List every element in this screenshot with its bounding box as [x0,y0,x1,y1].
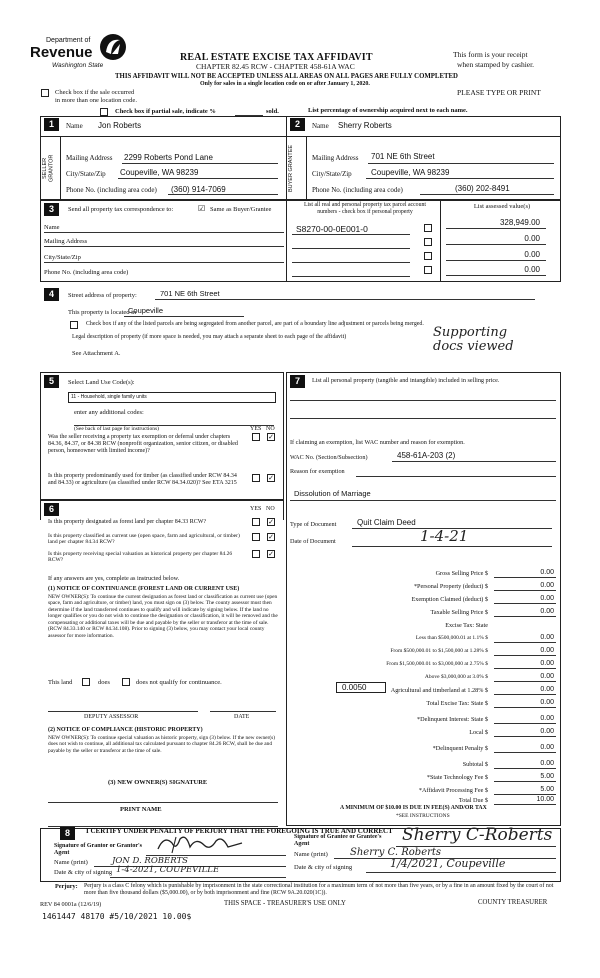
grantor-date-city[interactable]: 1-4-2021, COUPEVILLE [116,865,220,875]
buyer-mailing[interactable]: 701 NE 6th Street [371,152,435,161]
grantee-name-label: Name (print) [294,851,328,858]
tax-row-label: Less than $500,000.01 at 1.1% $ [415,635,488,641]
buyer-mailing-label: Mailing Address [312,154,359,162]
tax-row-value[interactable]: 0.00 [540,608,554,615]
buyer-phone[interactable]: (360) 202-8491 [455,184,510,193]
seller-grantor-label: SELLER GRANTOR [42,154,55,182]
tax-row-value[interactable]: 0.00 [540,699,554,706]
county-treasurer: COUNTY TREASURER [478,899,548,906]
tax-row-label: *Personal Property (deduct) $ [413,583,488,590]
same-as-buyer-check[interactable]: ☑ [198,204,206,213]
q2-yes-checkbox[interactable] [252,474,260,482]
located-label: This property is located in [68,309,137,316]
tax-row-value[interactable]: 0.00 [540,647,554,654]
grantor-name-label: Name (print) [54,859,88,866]
buyer-phone-label: Phone No. (including area code) [312,186,403,194]
land-use-code: 11 - Household, single family units [71,394,147,400]
tax-row-value[interactable]: 5.00 [540,786,554,793]
doc-type[interactable]: Quit Claim Deed [357,518,416,527]
local-rate[interactable]: 0.0050 [342,683,367,692]
personal-property-checkbox[interactable] [424,238,432,246]
ownership-note: List percentage of ownership acquired next to each name. [308,107,468,114]
no-header-6: NO [266,506,275,512]
tax-row-value[interactable]: 0.00 [540,595,554,602]
q2-no-checkbox[interactable]: ✓ [268,474,274,482]
seller-mailing[interactable]: 2299 Roberts Pond Lane [124,153,213,162]
treasurer-use: THIS SPACE - TREASURER'S USE ONLY [224,900,346,907]
notice-compliance-body: NEW OWNER(S): To continue special valuation as historic property, sign (3) below. If the new owner(s) does not wish to continue, all additional tax calculated pursuant to chapter 84.26 RCW, shall be due and payable by the seller or transferor at the time of sale. [48,735,276,754]
q1-no-checkbox[interactable]: ✓ [268,433,274,441]
q5-yes-checkbox[interactable] [252,550,260,558]
tax-row-value[interactable]: 0.00 [540,744,554,751]
section-3-badge: 3 [44,203,59,216]
grantor-date-label: Date & city of signing [54,869,113,876]
tax-row-label: From $500,000.01 to $1,500,000 at 1.28% $ [390,648,488,654]
tax-row-label: *Affidavit Processing Fee $ [418,787,488,794]
dor-logo [30,36,130,76]
additional-codes-label: enter any additional codes: [74,409,144,416]
grantor-name[interactable]: JON D. ROBERTS [112,856,188,866]
tax-row-value[interactable]: 0.00 [540,634,554,641]
buyer-city[interactable]: Coupeville, WA 98239 [371,168,450,177]
revenue-text: Revenue [30,44,93,61]
seller-name-label: Name [66,122,83,130]
tax-city-label: City/State/Zip [44,254,81,261]
exemption-reason[interactable]: Dissolution of Marriage [294,489,371,498]
tax-phone-label: Phone No. (including area code) [44,269,129,276]
tax-row-label: *Delinquent Interest: State $ [417,716,488,723]
tax-row-label: Exemption Claimed (deduct) $ [411,596,488,603]
q1-yes-checkbox[interactable] [252,433,260,441]
tax-row-value[interactable]: 0.00 [540,686,554,693]
type-or-print: PLEASE TYPE OR PRINT [457,88,541,97]
tax-row-label: From $1,500,000.01 to $3,000,000 at 2.75% $ [386,661,488,667]
if-any-yes: If any answers are yes, complete as instructed below. [48,575,180,582]
assessed-value[interactable]: 0.00 [524,250,540,259]
grantee-date-label: Date & city of signing [294,864,353,871]
perjury-label: Perjury: [55,883,78,890]
multi-location-checkbox[interactable] [41,89,49,97]
this-land-label: This land [48,679,73,686]
buyer-name[interactable]: Sherry Roberts [338,121,392,130]
tax-mailing-label: Mailing Address [44,238,88,245]
partial-sale-label: Check box if partial sale, indicate % [115,108,216,115]
grantee-name[interactable]: Sherry C. Roberts [350,847,442,858]
deputy-assessor-label: DEPUTY ASSESSOR [84,714,139,720]
certify-statement: I CERTIFY UNDER PENALTY OF PERJURY THAT THE FOREGOING IS TRUE AND CORRECT [86,827,393,835]
parcel-number[interactable]: S8270-00-0E001-0 [296,224,368,234]
doc-date-label: Date of Document [290,538,336,545]
form-title: REAL ESTATE EXCISE TAX AFFIDAVIT [180,52,373,63]
stamp-supporting: Supporting [433,325,508,340]
seller-name[interactable]: Jon Roberts [98,121,142,130]
legal-description-label: Legal description of property (if more space is needed, you may attach a separate sheet to each page of the affidavit) [72,334,347,340]
land-does-not-checkbox[interactable] [122,678,130,686]
section-1-badge: 1 [44,118,59,131]
minimum-note: A MINIMUM OF $10.00 IS DUE IN FEE(S) AND/OR TAX [340,805,487,811]
tax-row-value[interactable]: 0.00 [540,569,554,576]
grantee-signature[interactable]: Sherry C-Roberts [402,825,553,845]
tax-row-value[interactable]: 0.00 [540,673,554,680]
grantor-signature[interactable] [150,833,250,855]
land-does-checkbox[interactable] [82,678,90,686]
form-chapter: CHAPTER 82.45 RCW - CHAPTER 458-61A WAC [196,62,355,71]
seller-mailing-label: Mailing Address [66,154,113,162]
section-5-badge: 5 [44,375,59,388]
receipt-note-2: when stamped by cashier. [457,60,535,69]
q-historic: Is this property receiving special valuation as historical property per chapter 84.26 RCW? [48,551,233,564]
segregated-label: Check box if any of the listed parcels are being segregated from another parcel, are part of a boundary line adjustment or parcels being merged. [86,321,424,327]
section-8-badge: 8 [60,827,75,840]
dept-of-text: Department of [46,37,91,44]
seller-city-label: City/State/Zip [66,170,106,178]
parcel-header: List all real and personal property tax parcel account numbers - check box if personal property [303,202,426,215]
tax-row-value[interactable]: 0.00 [540,582,554,589]
assessed-value[interactable]: 0.00 [524,265,540,274]
section-2-badge: 2 [290,118,305,131]
seller-phone-label: Phone No. (including area code) [66,186,157,194]
tax-row-value[interactable]: 5.00 [540,773,554,780]
multi-location-label-1: Check box if the sale occurred [55,89,135,96]
tax-row-label: Total Due $ [458,797,488,804]
receipt-stamp: 1461447 48170 #5/10/2021 10.00$ [42,912,192,921]
personal-property-checkbox[interactable] [424,266,432,274]
buyer-city-label: City/State/Zip [312,170,352,178]
seller-phone[interactable]: (360) 914-7069 [171,185,226,194]
personal-property-checkbox[interactable] [424,224,432,232]
q3-no-checkbox[interactable]: ✓ [268,518,274,526]
tax-row-label: Above $3,000,000 at 3.0% $ [424,674,488,680]
attachment-note: See Attachment A. [72,350,121,357]
see-instructions: *SEE INSTRUCTIONS [396,813,450,819]
personal-property-checkbox[interactable] [424,252,432,260]
print-name-label: PRINT NAME [120,806,162,813]
tax-row-label: Taxable Selling Price $ [430,609,488,616]
tax-row-label: Local $ [469,729,488,736]
perjury-text: Perjury is a class C felony which is punishable by imprisonment in the state correctional institution for a maximum term of not more than five years, or by a fine in an amount fixed by the court of not more than five thousand dollars ($5,000.00), or by both imprisonment and fine (RCW 9A.20.020(1C)). [84,883,554,897]
q5-no-checkbox[interactable]: ✓ [268,550,274,558]
see-back-note: (See back of last page for instructions) [74,426,159,432]
land-does-label: does [98,679,110,686]
form-rev: REV 84 0001a (12/6/19) [40,901,102,908]
doc-type-label: Type of Document [290,521,337,528]
q4-yes-checkbox[interactable] [252,533,260,541]
street-label: Street address of property: [68,292,137,299]
seller-city[interactable]: Coupeville, WA 98239 [120,168,199,177]
partial-sold-label: sold. [266,108,279,115]
tax-name-label: Name [44,224,60,231]
doc-date[interactable]: 1-4-21 [420,527,469,545]
tax-row-value[interactable]: 0.00 [540,760,554,767]
new-owner-signature-line[interactable] [48,802,278,803]
date-label: DATE [234,714,250,720]
wac-label: WAC No. (Section/Subsection) [290,454,368,461]
tax-row-value[interactable]: 0.00 [540,728,554,735]
exemption-claim-label: If claiming an exemption, list WAC number and reason for exemption. [290,439,465,446]
grantee-signature-label: Signature of Grantee or Grantee's Agent [294,834,382,847]
reason-label: Reason for exemption [290,468,345,475]
assessed-value[interactable]: 328,949.00 [499,218,540,227]
new-owner-signature-label: (3) NEW OWNER(S) SIGNATURE [108,779,208,786]
buyer-grantee-label: BUYER GRANTEE [288,144,294,192]
dor-emblem-icon [98,32,128,62]
land-use-label: Select Land Use Code(s): [68,379,135,386]
q3-yes-checkbox[interactable] [252,518,260,526]
washington-state-text: Washington State [52,62,104,69]
yes-header-5: YES [250,426,262,432]
assessed-header: List assessed value(s) [473,203,531,210]
tax-row-value[interactable]: 10.00 [536,796,554,803]
stamp-docs-viewed: docs viewed [433,339,514,354]
section-6-badge: 6 [44,503,59,516]
notice-continuance-title: (1) NOTICE OF CONTINUANCE (FOREST LAND OR CURRENT USE) [48,586,240,592]
section-7-badge: 7 [290,375,305,388]
notice-continuance-body: NEW OWNER(S): To continue the current designation as forest land or classification as current use (open space, farm and agriculture, or timber) land, you must sign on (3) below. The county assessor must then determine if the land transferred continues to qualify and will indicate by signing below. If the land no longer qualifies or you do not wish to continue the designation or classification, it will be removed and the compensating or additional taxes will be due and payable by the seller or transferor at the time of sale. (RCW 84.33.140 or RCW 84.34.108). Prior to signing (3) below, you may contact your local county assessor for more information. [48,594,278,639]
form-warning: THIS AFFIDAVIT WILL NOT BE ACCEPTED UNLESS ALL AREAS ON ALL PAGES ARE FULLY COMPLETED [115,73,458,80]
tax-row-label: Subtotal $ [462,761,488,768]
tax-row-label: *Delinquent Penalty $ [432,745,488,752]
receipt-note-1: This form is your receipt [453,50,528,59]
send-correspondence-label: Send all property tax correspondence to: [68,206,174,213]
section-4-badge: 4 [44,288,59,301]
street-address[interactable]: 701 NE 6th Street [160,289,220,298]
located-city[interactable]: Coupeville [128,306,164,315]
assessed-value[interactable]: 0.00 [524,234,540,243]
tax-row-label: Agricultural and timberland at 1.28% $ [390,687,488,694]
q-timber-ag: Is this property predominantly used for timber (as classified under RCW 84.34 and 84.33) or agriculture (as classified under RCW 84.34.020)? See ETA 3215 [48,473,237,486]
q-current-use: Is this property classified as current use (open space, farm and agricultural, or timber) land per chapter 84.34 RCW? [48,533,240,546]
tax-row-value[interactable]: 0.00 [540,660,554,667]
same-as-buyer-label: Same as Buyer/Grantee [210,206,272,213]
grantor-signature-label: Signature of Grantor or Grantor's Agent [54,843,142,856]
notice-compliance-title: (2) NOTICE OF COMPLIANCE (HISTORIC PROPERTY) [48,727,203,733]
no-header-5: NO [266,426,275,432]
tax-row-label: Excise Tax: State [445,622,488,629]
yes-header-6: YES [250,506,262,512]
segregated-checkbox[interactable] [70,321,78,329]
q4-no-checkbox[interactable]: ✓ [268,533,274,541]
tax-row-label: Total Excise Tax: State $ [426,700,488,707]
form-only-for: Only for sales in a single location code on or after January 1, 2020. [200,81,370,87]
multi-location-label-2: in more than one location code. [55,97,137,104]
grantee-date-city[interactable]: 1/4/2021, Coupeville [390,857,506,870]
tax-row-value[interactable]: 0.00 [540,715,554,722]
personal-property-label: List all personal property (tangible and intangible) included in selling price. [312,377,500,384]
wac-number[interactable]: 458-61A-203 (2) [397,451,456,460]
q-tax-exemption: Was the seller receiving a property tax exemption or deferral under chapters 84.36, 84.37, or 84.38 RCW (nonprofit organization, senior citizen, or disabled person, homeowner with limited income)? [48,434,238,454]
tax-row-label: *State Technology Fee $ [426,774,488,781]
section-6-box [40,500,284,520]
land-does-not-label: does not qualify for continuance. [136,679,222,686]
tax-row-label: Gross Selling Price $ [435,570,488,577]
q-forest-land: Is this property designated as forest land per chapter 84.33 RCW? [48,519,207,525]
buyer-name-label: Name [312,122,329,130]
partial-sale-checkbox[interactable] [100,108,108,116]
